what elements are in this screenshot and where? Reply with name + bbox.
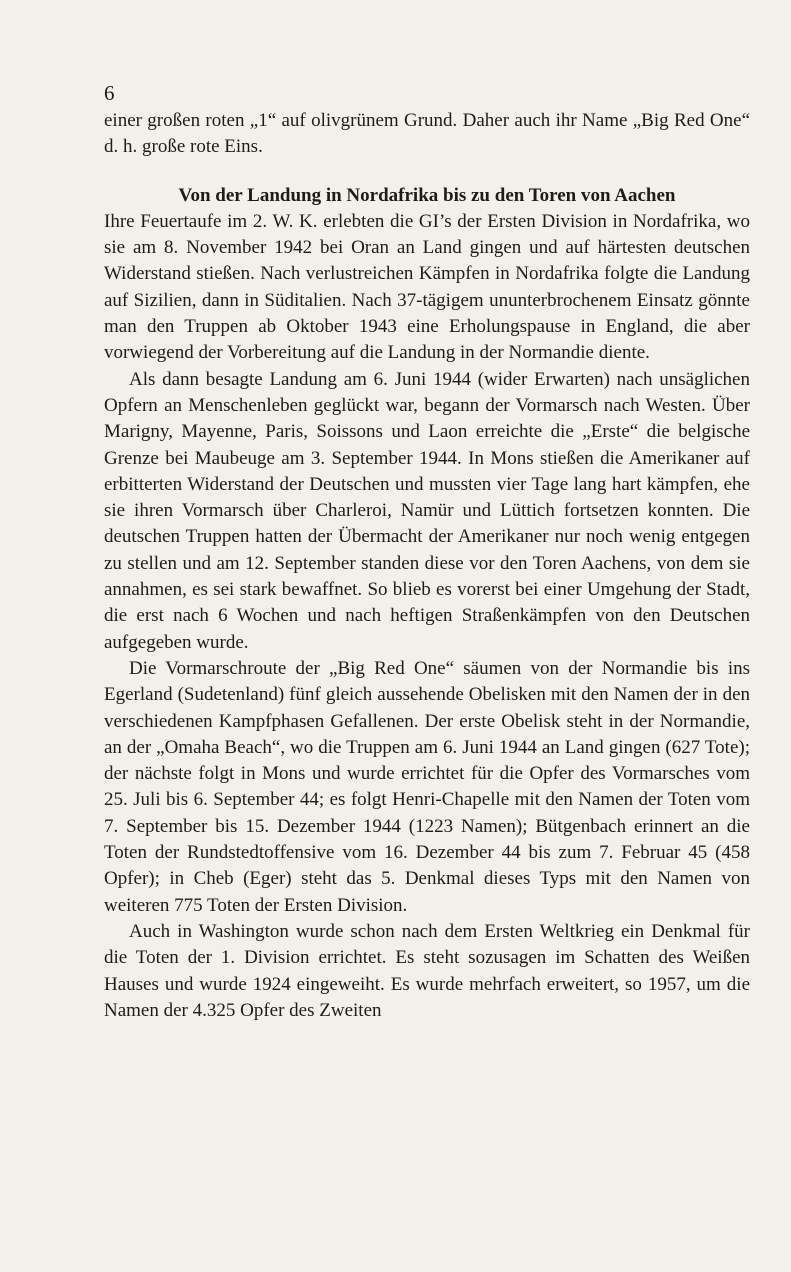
section-heading: Von der Landung in Nordafrika bis zu den Toren von Aachen [178,184,676,206]
book-page [104,80,750,1024]
body-paragraph-4: Auch in Washington wurde schon nach dem Ersten Weltkrieg ein Denkmal für die Toten der 1. Division errichtet. Es steht sozusagen im Schatten des Weißen Hauses und wurde 1924 eingeweiht. Es wurde mehrfach erweitert, so 1957, um die Namen der 4.325 Opfer des Zweiten [104,920,750,1021]
body-paragraph-1: Ihre Feuertaufe im 2. W. K. erlebten die GI’s der Ersten Division in Nordafrika, wo sie am 8. November 1942 bei Oran an Land gingen und auf härtesten deutschen Widerstand stießen. Nach verlustreichen Kämpfen in Nordafrika folgte die Landung auf Sizilien, dann in Süditalien. Nach 37-tägigem ununterbrochenem Einsatz gönnte man den Truppen ab Oktober 1943 eine Erholungspause in England, die aber vorwiegend der Vorbereitung auf die Landung in der Normandie diente. [104,210,750,364]
page-number: 6 [104,81,115,105]
intro-paragraph: einer großen roten „1“ auf olivgrünem Grund. Daher auch ihr Name „Big Red One“ d. h. große rote Eins. [104,110,750,158]
body-paragraph-2: Als dann besagte Landung am 6. Juni 1944 (wider Erwarten) nach unsäglichen Opfern an Menschenleben geglückt war, begann der Vormarsch nach Westen. Über Marigny, Mayenne, Paris, Soissons und Laon erreichte die „Erste“ die belgische Grenze bei Maubeuge am 3. September 1944. In Mons stießen die Amerikaner auf erbitterten Widerstand der Deutschen und mussten vier Tage lang hart kämpfen, ehe sie ihren Vormarsch über Charleroi, Namür und Lüttich fortsetzen konnten. Die deutschen Truppen hatten der Übermacht der Amerikaner nur noch wenig entgegen zu stellen und am 12. September standen diese vor den Toren Aachens, von dem sie annahmen, es sei stark bewaffnet. So blieb es vorerst bei einer Umgehung der Stadt, die erst nach 6 Wochen und nach heftigen Straßenkämpfen von den Deutschen aufgegeben wurde. [104,368,750,653]
body-paragraph-3: Die Vormarschroute der „Big Red One“ säumen von der Normandie bis ins Egerland (Sudetenland) fünf gleich aussehende Obelisken mit den Namen der in den verschiedenen Kampfphasen Gefallenen. Der erste Obelisk steht in der Normandie, an der „Omaha Beach“, wo die Truppen am 6. Juni 1944 an Land gingen (627 Tote); der nächste folgt in Mons und wurde errichtet für die Opfer des Vormarsches vom 25. Juli bis 6. September 44; es folgt Henri-Chapelle mit den Namen der Toten vom 7. September bis 15. Dezember 1944 (1223 Namen); Bütgenbach erinnert an die Toten der Rundstedtoffensive vom 16. Dezember 44 bis zum 7. Februar 45 (458 Opfer); in Cheb (Eger) steht das 5. Denkmal dieses Typs mit den Namen von weiteren 775 Toten der Ersten Division. [104,657,750,916]
